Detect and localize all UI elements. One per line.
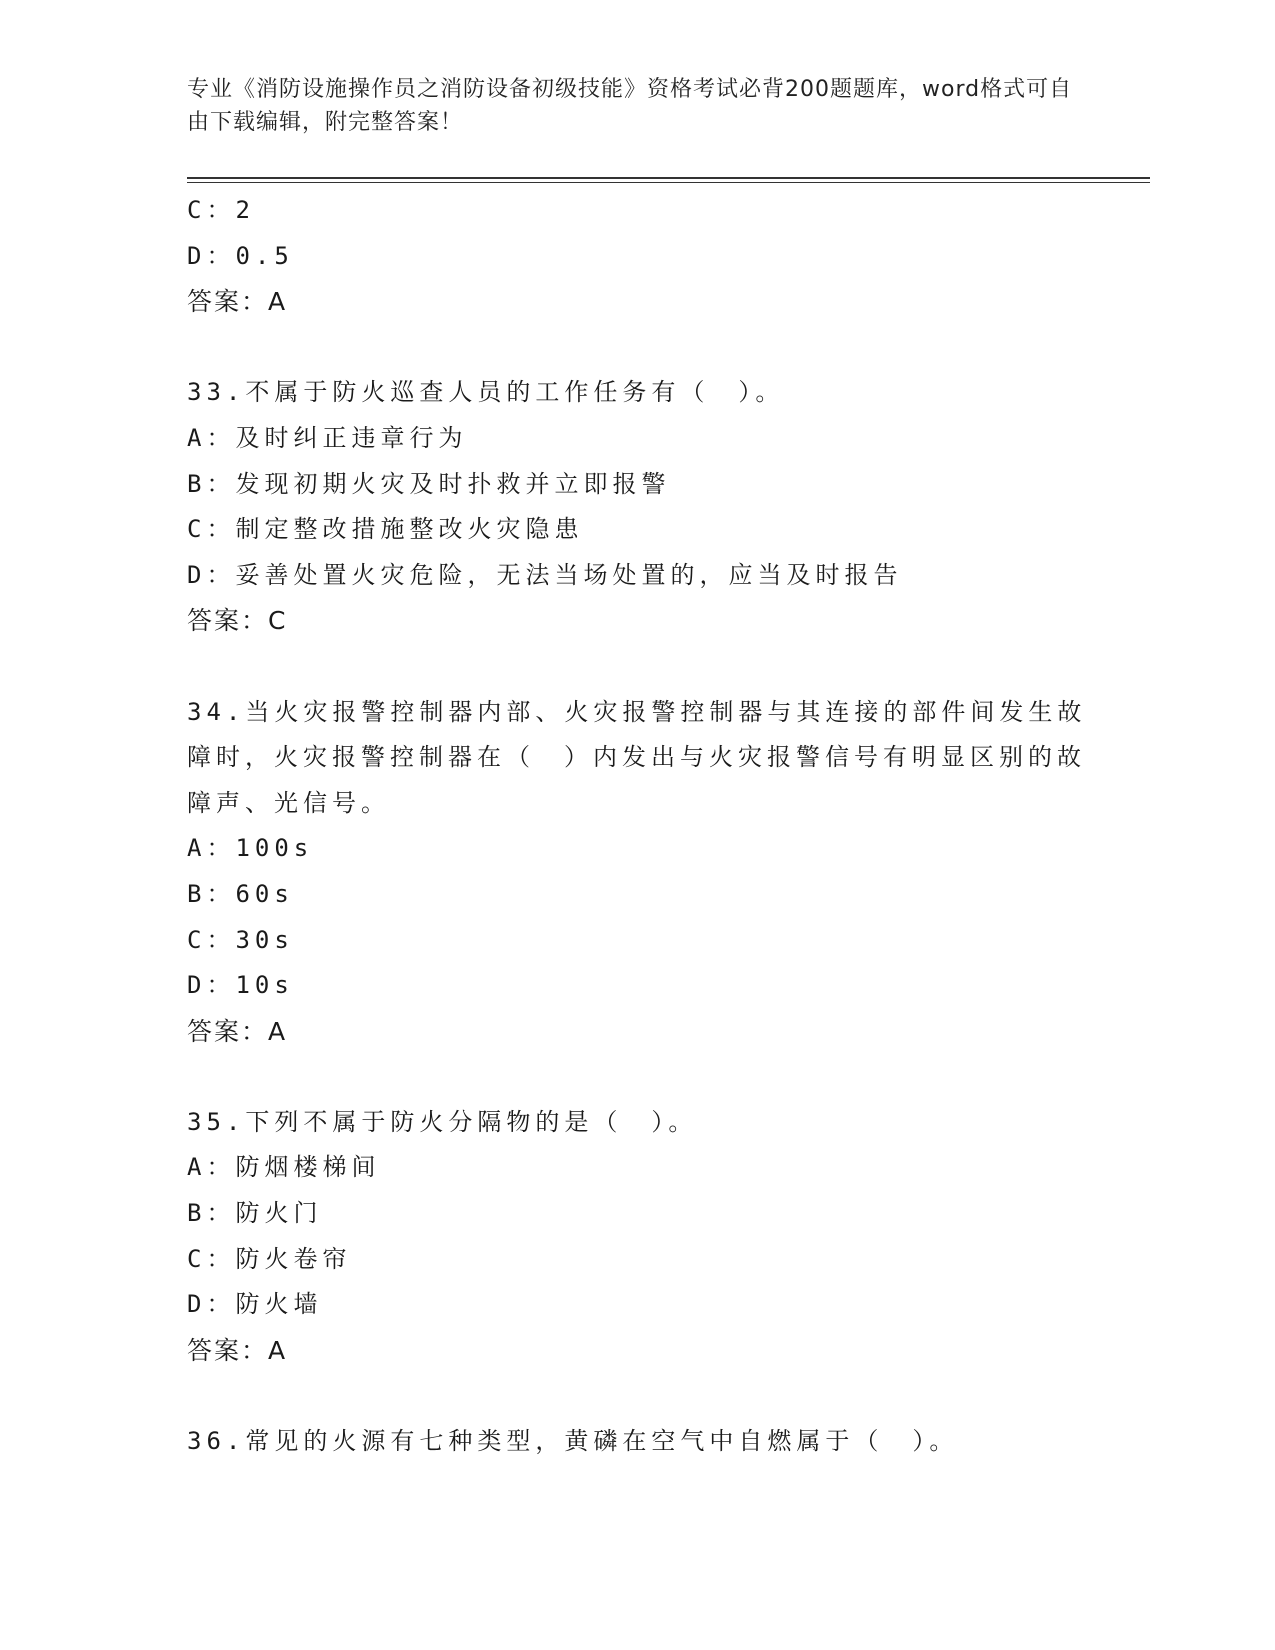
spacer <box>187 644 1087 690</box>
option-a: A：100s <box>187 834 314 863</box>
question-stem: 34.当火灾报警控制器内部、火灾报警控制器与其连接的部件间发生故障时，火灾报警控制器在（ ）内发出与火灾报警信号有明显区别的故障声、光信号。 <box>187 697 1087 817</box>
answer-line: 答案：A <box>187 1016 288 1046</box>
answer-line: 答案：A <box>187 287 288 317</box>
question-list <box>187 188 1087 1465</box>
option-b: B：发现初期火灾及时扑救并立即报警 <box>187 469 671 498</box>
spacer <box>187 325 1087 371</box>
option-a: A：防烟楼梯间 <box>187 1153 381 1182</box>
answer-line: 答案：C <box>187 606 288 636</box>
option-c: C：2 <box>187 196 255 224</box>
option-d: D：10s <box>187 971 294 1000</box>
option-d: D：0.5 <box>187 241 294 270</box>
header-rule-thick <box>187 177 1150 179</box>
option-a: A：及时纠正违章行为 <box>187 423 468 452</box>
spacer <box>187 1054 1087 1100</box>
option-c: C：防火卷帘 <box>187 1244 352 1273</box>
document-header: 专业《消防设施操作员之消防设备初级技能》资格考试必背200题题库，word格式可自由下载编辑，附完整答案！ <box>187 77 1073 135</box>
option-c: C：制定整改措施整改火灾隐患 <box>187 515 584 544</box>
answer-line: 答案：A <box>187 1335 288 1365</box>
option-d: D：妥善处置火灾危险，无法当场处置的，应当及时报告 <box>187 560 903 589</box>
header-rule-thin <box>187 182 1150 183</box>
option-b: B：60s <box>187 879 294 908</box>
spacer <box>187 1373 1087 1419</box>
option-d: D：防火墙 <box>187 1290 323 1319</box>
option-b: B：防火门 <box>187 1199 323 1228</box>
option-c: C：30s <box>187 925 294 954</box>
question-stem: 35.下列不属于防火分隔物的是（ ）。 <box>187 1107 698 1136</box>
question-stem: 33.不属于防火巡查人员的工作任务有（ ）。 <box>187 378 785 407</box>
question-stem: 36.常见的火源有七种类型，黄磷在空气中自燃属于（ ）。 <box>187 1427 959 1456</box>
